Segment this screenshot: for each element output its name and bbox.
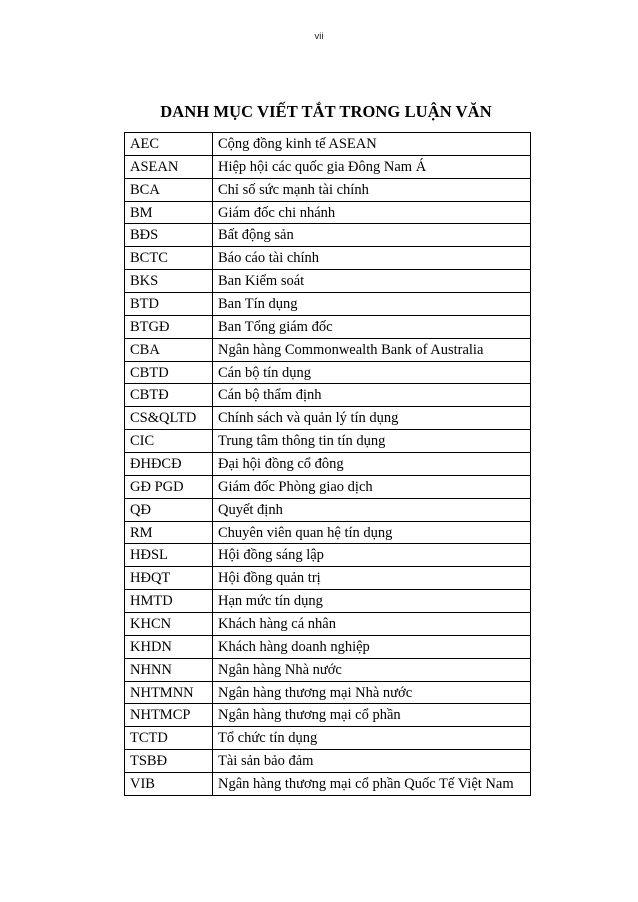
table-row bbox=[125, 750, 531, 773]
abbreviation-cell: BKS bbox=[125, 270, 213, 293]
abbreviation-cell: BM bbox=[125, 201, 213, 224]
abbreviation-cell: HĐSL bbox=[125, 544, 213, 567]
meaning-cell: Giám đốc Phòng giao dịch bbox=[213, 475, 531, 498]
meaning-cell: Hội đồng sáng lập bbox=[213, 544, 531, 567]
page-number: vii bbox=[314, 31, 324, 42]
meaning-cell: Đại hội đồng cổ đông bbox=[213, 453, 531, 476]
table-row bbox=[125, 613, 531, 636]
abbreviation-cell: TSBĐ bbox=[125, 750, 213, 773]
abbreviation-cell: BĐS bbox=[125, 224, 213, 247]
table-row bbox=[125, 635, 531, 658]
table-row bbox=[125, 315, 531, 338]
table-row bbox=[125, 590, 531, 613]
abbreviation-cell: RM bbox=[125, 521, 213, 544]
abbreviation-cell: NHNN bbox=[125, 658, 213, 681]
meaning-cell: Ngân hàng thương mại Nhà nước bbox=[213, 681, 531, 704]
abbreviation-cell: NHTMNN bbox=[125, 681, 213, 704]
meaning-cell: Chỉ số sức mạnh tài chính bbox=[213, 178, 531, 201]
abbreviation-cell: KHDN bbox=[125, 635, 213, 658]
meaning-cell: Ban Tổng giám đốc bbox=[213, 315, 531, 338]
abbreviation-cell: AEC bbox=[125, 133, 213, 156]
table-row bbox=[125, 270, 531, 293]
table-row bbox=[125, 133, 531, 156]
table-row bbox=[125, 384, 531, 407]
meaning-cell: Ngân hàng thương mại cổ phần Quốc Tế Việt Nam bbox=[213, 773, 531, 796]
table-row bbox=[125, 201, 531, 224]
abbreviation-table bbox=[124, 132, 531, 796]
abbreviation-cell: CBTD bbox=[125, 361, 213, 384]
abbreviation-cell: BTD bbox=[125, 293, 213, 316]
meaning-cell: Tổ chức tín dụng bbox=[213, 727, 531, 750]
meaning-cell: Giám đốc chi nhánh bbox=[213, 201, 531, 224]
table-row bbox=[125, 498, 531, 521]
meaning-cell: Báo cáo tài chính bbox=[213, 247, 531, 270]
table-row bbox=[125, 567, 531, 590]
meaning-cell: Ban Kiểm soát bbox=[213, 270, 531, 293]
meaning-cell: Ngân hàng thương mại cổ phần bbox=[213, 704, 531, 727]
abbreviation-cell: TCTD bbox=[125, 727, 213, 750]
meaning-cell: Hạn mức tín dụng bbox=[213, 590, 531, 613]
page-title: DANH MỤC VIẾT TẮT TRONG LUẬN VĂN bbox=[160, 102, 492, 121]
meaning-cell: Cộng đồng kinh tế ASEAN bbox=[213, 133, 531, 156]
meaning-cell: Khách hàng cá nhân bbox=[213, 613, 531, 636]
meaning-cell: Bất động sản bbox=[213, 224, 531, 247]
abbreviation-cell: BCTC bbox=[125, 247, 213, 270]
table-row bbox=[125, 155, 531, 178]
meaning-cell: Quyết định bbox=[213, 498, 531, 521]
table-row bbox=[125, 293, 531, 316]
abbreviation-cell: ASEAN bbox=[125, 155, 213, 178]
table-row bbox=[125, 544, 531, 567]
meaning-cell: Hiệp hội các quốc gia Đông Nam Á bbox=[213, 155, 531, 178]
abbreviation-cell: CBTĐ bbox=[125, 384, 213, 407]
meaning-cell: Cán bộ thẩm định bbox=[213, 384, 531, 407]
table-row bbox=[125, 727, 531, 750]
abbreviation-cell: VIB bbox=[125, 773, 213, 796]
table-row bbox=[125, 475, 531, 498]
meaning-cell: Trung tâm thông tin tín dụng bbox=[213, 430, 531, 453]
meaning-cell: Chuyên viên quan hệ tín dụng bbox=[213, 521, 531, 544]
meaning-cell: Ngân hàng Commonwealth Bank of Australia bbox=[213, 338, 531, 361]
table-row bbox=[125, 704, 531, 727]
meaning-cell: Khách hàng doanh nghiệp bbox=[213, 635, 531, 658]
table-row bbox=[125, 430, 531, 453]
abbreviation-cell: CS&QLTD bbox=[125, 407, 213, 430]
table-row bbox=[125, 247, 531, 270]
abbreviation-cell: HĐQT bbox=[125, 567, 213, 590]
meaning-cell: Ngân hàng Nhà nước bbox=[213, 658, 531, 681]
meaning-cell: Cán bộ tín dụng bbox=[213, 361, 531, 384]
abbreviation-cell: QĐ bbox=[125, 498, 213, 521]
abbreviation-cell: BTGĐ bbox=[125, 315, 213, 338]
abbreviation-cell: KHCN bbox=[125, 613, 213, 636]
table-row bbox=[125, 338, 531, 361]
meaning-cell: Tài sản bảo đảm bbox=[213, 750, 531, 773]
table-row bbox=[125, 178, 531, 201]
abbreviation-cell: BCA bbox=[125, 178, 213, 201]
abbreviation-cell: ĐHĐCĐ bbox=[125, 453, 213, 476]
table-row bbox=[125, 521, 531, 544]
table-row bbox=[125, 361, 531, 384]
table-row bbox=[125, 453, 531, 476]
table-row bbox=[125, 681, 531, 704]
abbreviation-cell: HMTD bbox=[125, 590, 213, 613]
meaning-cell: Ban Tín dụng bbox=[213, 293, 531, 316]
abbreviation-cell: NHTMCP bbox=[125, 704, 213, 727]
abbreviation-cell: CBA bbox=[125, 338, 213, 361]
meaning-cell: Chính sách và quản lý tín dụng bbox=[213, 407, 531, 430]
abbreviation-table-body bbox=[125, 133, 531, 796]
table-row bbox=[125, 224, 531, 247]
table-row bbox=[125, 658, 531, 681]
table-row bbox=[125, 773, 531, 796]
table-row bbox=[125, 407, 531, 430]
meaning-cell: Hội đồng quản trị bbox=[213, 567, 531, 590]
abbreviation-cell: GĐ PGD bbox=[125, 475, 213, 498]
abbreviation-cell: CIC bbox=[125, 430, 213, 453]
